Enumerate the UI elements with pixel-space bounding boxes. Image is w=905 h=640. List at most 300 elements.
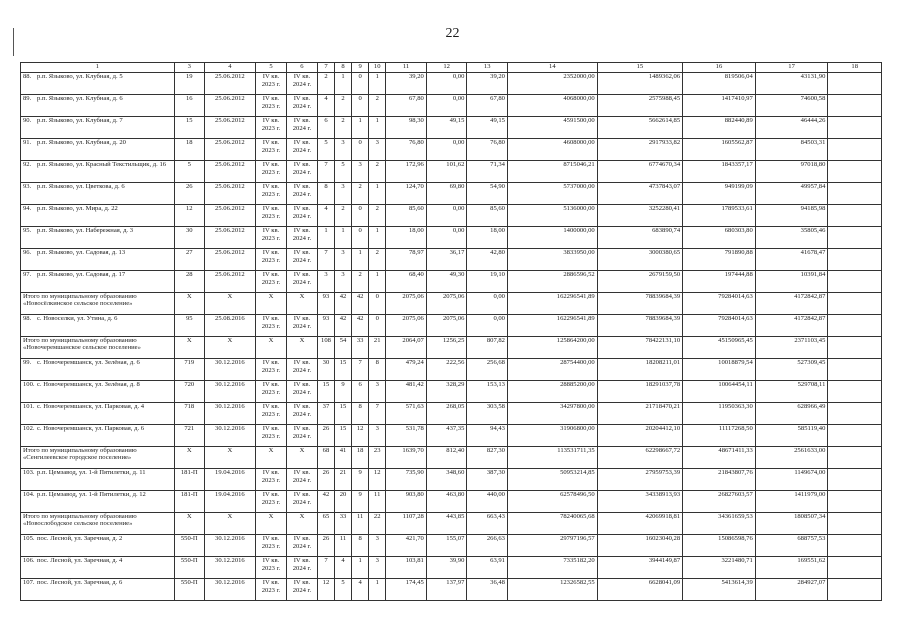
row-number: 101. <box>23 403 35 410</box>
address: р.п. Языково, ул. Цветкова, д. 6 <box>37 183 125 190</box>
cell-c12: 0,00 <box>426 73 467 95</box>
cell-c15: 6628041,09 <box>597 579 682 601</box>
address: с. Новочеремшанск, ул. Зелёная, д. 8 <box>37 381 140 388</box>
cell-c4: 25.06.2012 <box>204 73 255 95</box>
address-cell <box>21 183 175 205</box>
cell-c5: IV кв. 2023 г. <box>256 557 287 579</box>
cell-c9: 2 <box>352 183 369 205</box>
cell-c6: IV кв. 2024 г. <box>286 205 317 227</box>
cell-c10: 11 <box>369 491 386 513</box>
cell-c4: X <box>204 293 255 315</box>
cell-c16: 1789533,61 <box>683 205 756 227</box>
column-number: 13 <box>467 63 508 73</box>
cell-c7: 5 <box>317 139 334 161</box>
address-cell <box>21 73 175 95</box>
address: с. Новочеремшанск, ул. Парковая, д. 6 <box>37 425 145 432</box>
cell-c3: 19 <box>174 73 204 95</box>
subtotal-row <box>21 293 882 315</box>
cell-c17: 628966,49 <box>755 403 828 425</box>
cell-c9: 8 <box>352 403 369 425</box>
cell-c11: 98,30 <box>386 117 427 139</box>
column-number: 7 <box>317 63 334 73</box>
cell-c10: 1 <box>369 117 386 139</box>
cell-c18 <box>828 205 882 227</box>
cell-c13: 71,34 <box>467 161 508 183</box>
cell-c9: 0 <box>352 227 369 249</box>
cell-c4: X <box>204 513 255 535</box>
cell-c18 <box>828 95 882 117</box>
column-number: 8 <box>335 63 352 73</box>
cell-c13: 94,43 <box>467 425 508 447</box>
cell-c7: 4 <box>317 205 334 227</box>
cell-c17: 94185,98 <box>755 205 828 227</box>
column-number: 18 <box>828 63 882 73</box>
cell-c6: IV кв. 2024 г. <box>286 249 317 271</box>
cell-c13: 54,90 <box>467 183 508 205</box>
cell-c4: 19.04.2016 <box>204 491 255 513</box>
cell-c8: 15 <box>335 359 352 381</box>
cell-c3: X <box>174 447 204 469</box>
cell-c14: 12326582,55 <box>507 579 597 601</box>
cell-c6: IV кв. 2024 г. <box>286 73 317 95</box>
cell-c9: 9 <box>352 469 369 491</box>
address: р.п. Языково, ул. Набережная, д. 3 <box>37 227 134 234</box>
cell-c11: 2075,06 <box>386 315 427 337</box>
cell-c10: 1 <box>369 183 386 205</box>
cell-c17: 688757,53 <box>755 535 828 557</box>
cell-c16: 11950363,30 <box>683 403 756 425</box>
cell-c8: 20 <box>335 491 352 513</box>
cell-c9: 0 <box>352 73 369 95</box>
cell-c17: 1808507,34 <box>755 513 828 535</box>
cell-c15: 1489362,06 <box>597 73 682 95</box>
cell-c16: 34361659,53 <box>683 513 756 535</box>
cell-c10: 7 <box>369 403 386 425</box>
address-cell <box>21 579 175 601</box>
row-number: 103. <box>23 469 35 476</box>
cell-c10: 1 <box>369 579 386 601</box>
cell-c12: 0,00 <box>426 139 467 161</box>
cell-c9: 7 <box>352 359 369 381</box>
cell-c4: 30.12.2016 <box>204 557 255 579</box>
row-number: 100. <box>23 381 35 388</box>
cell-c9: 0 <box>352 139 369 161</box>
cell-c3: 181-П <box>174 469 204 491</box>
cell-c17: 2371103,45 <box>755 337 828 359</box>
row-number: 96. <box>23 249 32 256</box>
cell-c12: 328,29 <box>426 381 467 403</box>
cell-c16: 5413614,39 <box>683 579 756 601</box>
cell-c10: 1 <box>369 227 386 249</box>
row-number: 107. <box>23 579 35 586</box>
cell-c12: 268,05 <box>426 403 467 425</box>
cell-c10: 1 <box>369 271 386 293</box>
table-row <box>21 95 882 117</box>
cell-c12: 437,35 <box>426 425 467 447</box>
cell-c14: 62578496,50 <box>507 491 597 513</box>
cell-c15: 78839684,39 <box>597 293 682 315</box>
cell-c8: 21 <box>335 469 352 491</box>
cell-c11: 67,80 <box>386 95 427 117</box>
cell-c8: 5 <box>335 161 352 183</box>
cell-c9: 2 <box>352 271 369 293</box>
cell-c14: 5737000,00 <box>507 183 597 205</box>
cell-c14: 7335182,20 <box>507 557 597 579</box>
cell-c11: 2075,06 <box>386 293 427 315</box>
address-cell <box>21 95 175 117</box>
cell-c3: 12 <box>174 205 204 227</box>
cell-c4: 25.06.2012 <box>204 205 255 227</box>
cell-c13: 76,80 <box>467 139 508 161</box>
row-number: 94. <box>23 205 32 212</box>
cell-c15: 34338913,93 <box>597 491 682 513</box>
cell-c13: 39,20 <box>467 73 508 95</box>
cell-c5: IV кв. 2023 г. <box>256 381 287 403</box>
cell-c12: 463,80 <box>426 491 467 513</box>
cell-c13: 18,00 <box>467 227 508 249</box>
cell-c7: 3 <box>317 271 334 293</box>
cell-c16: 949199,09 <box>683 183 756 205</box>
table-row <box>21 425 882 447</box>
cell-c3: 5 <box>174 161 204 183</box>
address: р.п. Языково, ул. Клубная, д. 6 <box>37 95 123 102</box>
cell-c13: 266,63 <box>467 535 508 557</box>
cell-c4: 25.06.2012 <box>204 249 255 271</box>
cell-c17: 84503,31 <box>755 139 828 161</box>
cell-c4: 30.12.2016 <box>204 535 255 557</box>
cell-c12: 101,62 <box>426 161 467 183</box>
column-number: 10 <box>369 63 386 73</box>
column-number: 14 <box>507 63 597 73</box>
cell-c14: 34297800,00 <box>507 403 597 425</box>
cell-c6: IV кв. 2024 г. <box>286 161 317 183</box>
cell-c14: 5136000,00 <box>507 205 597 227</box>
cell-c16: 11117268,50 <box>683 425 756 447</box>
cell-c6: IV кв. 2024 г. <box>286 469 317 491</box>
cell-c10: 2 <box>369 95 386 117</box>
cell-c4: 30.12.2016 <box>204 579 255 601</box>
cell-c12: 155,07 <box>426 535 467 557</box>
cell-c13: 827,30 <box>467 447 508 469</box>
cell-c17: 41678,47 <box>755 249 828 271</box>
cell-c13: 663,43 <box>467 513 508 535</box>
address: с. Новочеремшанск, ул. Парковая, д. 4 <box>37 403 145 410</box>
cell-c14: 2886596,52 <box>507 271 597 293</box>
cell-c8: 2 <box>335 95 352 117</box>
subtotal-row <box>21 447 882 469</box>
subtotal-label: Итого по муниципальному образованию «Новочеремшанское сельское поселение» <box>21 337 175 359</box>
cell-c5: IV кв. 2023 г. <box>256 359 287 381</box>
cell-c5: IV кв. 2023 г. <box>256 205 287 227</box>
cell-c15: 20204412,10 <box>597 425 682 447</box>
cell-c8: 15 <box>335 403 352 425</box>
cell-c7: 93 <box>317 315 334 337</box>
cell-c14: 31906800,00 <box>507 425 597 447</box>
cell-c16: 3221480,71 <box>683 557 756 579</box>
cell-c15: 27959753,39 <box>597 469 682 491</box>
cell-c17: 1149674,00 <box>755 469 828 491</box>
cell-c17: 4172842,87 <box>755 315 828 337</box>
address: р.п. Языково, ул. Клубная, д. 5 <box>37 73 123 80</box>
cell-c18 <box>828 469 882 491</box>
address-cell <box>21 469 175 491</box>
row-number: 105. <box>23 535 35 542</box>
cell-c16: 26827603,57 <box>683 491 756 513</box>
cell-c3: 18 <box>174 139 204 161</box>
cell-c8: 3 <box>335 271 352 293</box>
cell-c4: 25.06.2012 <box>204 183 255 205</box>
cell-c11: 18,00 <box>386 227 427 249</box>
cell-c8: 42 <box>335 293 352 315</box>
cell-c8: 1 <box>335 73 352 95</box>
cell-c12: 49,15 <box>426 117 467 139</box>
cell-c9: 33 <box>352 337 369 359</box>
row-number: 91. <box>23 139 32 146</box>
cell-c9: 0 <box>352 205 369 227</box>
cell-c5: IV кв. 2023 г. <box>256 249 287 271</box>
cell-c17: 284927,07 <box>755 579 828 601</box>
cell-c18 <box>828 73 882 95</box>
address: р.п. Языково, ул. Красный Текстильщик, д. 16 <box>37 161 167 168</box>
cell-c15: 2575988,45 <box>597 95 682 117</box>
address: р.п. Цемзавод, ул. 1-й Пятилетки, д. 12 <box>37 491 146 498</box>
table-row <box>21 139 882 161</box>
cell-c8: 1 <box>335 227 352 249</box>
cell-c18 <box>828 161 882 183</box>
cell-c18 <box>828 249 882 271</box>
cell-c4: 30.12.2016 <box>204 403 255 425</box>
cell-c13: 153,13 <box>467 381 508 403</box>
table-row <box>21 469 882 491</box>
cell-c12: 69,80 <box>426 183 467 205</box>
cell-c4: 25.06.2012 <box>204 139 255 161</box>
cell-c14: 125864200,00 <box>507 337 597 359</box>
cell-c17: 43131,90 <box>755 73 828 95</box>
cell-c11: 85,60 <box>386 205 427 227</box>
cell-c9: 3 <box>352 161 369 183</box>
cell-c10: 3 <box>369 425 386 447</box>
cell-c16: 882440,89 <box>683 117 756 139</box>
cell-c15: 6774670,34 <box>597 161 682 183</box>
cell-c3: 30 <box>174 227 204 249</box>
cell-c12: 1256,25 <box>426 337 467 359</box>
cell-c9: 8 <box>352 535 369 557</box>
cell-c18 <box>828 315 882 337</box>
cell-c11: 174,45 <box>386 579 427 601</box>
cell-c10: 3 <box>369 557 386 579</box>
column-number: 6 <box>286 63 317 73</box>
cell-c8: 15 <box>335 425 352 447</box>
cell-c9: 42 <box>352 315 369 337</box>
cell-c11: 571,63 <box>386 403 427 425</box>
address-cell <box>21 205 175 227</box>
cell-c6: IV кв. 2024 г. <box>286 403 317 425</box>
cell-c6: X <box>286 513 317 535</box>
cell-c9: 18 <box>352 447 369 469</box>
cell-c13: 440,00 <box>467 491 508 513</box>
cell-c11: 481,42 <box>386 381 427 403</box>
cell-c7: 4 <box>317 95 334 117</box>
cell-c7: 93 <box>317 293 334 315</box>
cell-c6: IV кв. 2024 г. <box>286 271 317 293</box>
cell-c16: 79284014,63 <box>683 315 756 337</box>
cell-c7: 26 <box>317 425 334 447</box>
cell-c8: 2 <box>335 205 352 227</box>
cell-c8: 5 <box>335 579 352 601</box>
row-number: 93. <box>23 183 32 190</box>
cell-c8: 11 <box>335 535 352 557</box>
cell-c9: 1 <box>352 249 369 271</box>
table-row <box>21 491 882 513</box>
cell-c18 <box>828 337 882 359</box>
cell-c13: 42,80 <box>467 249 508 271</box>
cell-c5: IV кв. 2023 г. <box>256 183 287 205</box>
address-cell <box>21 227 175 249</box>
cell-c3: X <box>174 337 204 359</box>
cell-c10: 2 <box>369 249 386 271</box>
cell-c3: 181-П <box>174 491 204 513</box>
cell-c5: IV кв. 2023 г. <box>256 73 287 95</box>
cell-c6: IV кв. 2024 г. <box>286 579 317 601</box>
cell-c3: X <box>174 513 204 535</box>
cell-c7: 26 <box>317 535 334 557</box>
cell-c8: 3 <box>335 249 352 271</box>
cell-c6: X <box>286 293 317 315</box>
cell-c9: 11 <box>352 513 369 535</box>
cell-c3: 719 <box>174 359 204 381</box>
cell-c15: 42069918,81 <box>597 513 682 535</box>
address: р.п. Языково, ул. Клубная, д. 20 <box>37 139 126 146</box>
column-number: 1 <box>21 63 175 73</box>
address-cell <box>21 161 175 183</box>
cell-c15: 78839684,39 <box>597 315 682 337</box>
cell-c5: IV кв. 2023 г. <box>256 469 287 491</box>
table-row <box>21 403 882 425</box>
address-cell <box>21 535 175 557</box>
cell-c7: 26 <box>317 469 334 491</box>
cell-c3: 721 <box>174 425 204 447</box>
address: р.п. Языково, ул. Клубная, д. 7 <box>37 117 123 124</box>
cell-c10: 21 <box>369 337 386 359</box>
cell-c7: 2 <box>317 73 334 95</box>
address: р.п. Языково, ул. Садовая, д. 13 <box>37 249 126 256</box>
cell-c11: 531,78 <box>386 425 427 447</box>
cell-c15: 21718470,21 <box>597 403 682 425</box>
cell-c18 <box>828 447 882 469</box>
cell-c8: 41 <box>335 447 352 469</box>
cell-c16: 48671411,33 <box>683 447 756 469</box>
cell-c8: 9 <box>335 381 352 403</box>
cell-c10: 0 <box>369 315 386 337</box>
cell-c8: 42 <box>335 315 352 337</box>
address-cell <box>21 117 175 139</box>
cell-c14: 3833950,00 <box>507 249 597 271</box>
cell-c18 <box>828 535 882 557</box>
address-cell <box>21 359 175 381</box>
cell-c10: 3 <box>369 535 386 557</box>
cell-c5: X <box>256 337 287 359</box>
cell-c6: IV кв. 2024 г. <box>286 95 317 117</box>
cell-c12: 443,85 <box>426 513 467 535</box>
table-row <box>21 557 882 579</box>
cell-c4: X <box>204 337 255 359</box>
cell-c13: 49,15 <box>467 117 508 139</box>
cell-c13: 63,91 <box>467 557 508 579</box>
cell-c12: 39,90 <box>426 557 467 579</box>
column-number: 5 <box>256 63 287 73</box>
cell-c18 <box>828 293 882 315</box>
cell-c18 <box>828 403 882 425</box>
cell-c13: 85,60 <box>467 205 508 227</box>
cell-c6: IV кв. 2024 г. <box>286 491 317 513</box>
cell-c18 <box>828 381 882 403</box>
cell-c12: 49,30 <box>426 271 467 293</box>
cell-c4: X <box>204 447 255 469</box>
row-number: 95. <box>23 227 32 234</box>
cell-c13: 0,00 <box>467 315 508 337</box>
cell-c4: 30.12.2016 <box>204 359 255 381</box>
cell-c6: IV кв. 2024 г. <box>286 425 317 447</box>
cell-c5: IV кв. 2023 г. <box>256 95 287 117</box>
table-row <box>21 161 882 183</box>
cell-c5: IV кв. 2023 г. <box>256 161 287 183</box>
cell-c14: 162296541,89 <box>507 315 597 337</box>
row-number: 104. <box>23 491 35 498</box>
cell-c10: 2 <box>369 161 386 183</box>
cell-c5: IV кв. 2023 г. <box>256 139 287 161</box>
cell-c5: IV кв. 2023 г. <box>256 271 287 293</box>
cell-c3: 15 <box>174 117 204 139</box>
cell-c11: 172,96 <box>386 161 427 183</box>
cell-c14: 50953214,85 <box>507 469 597 491</box>
cell-c3: X <box>174 293 204 315</box>
cell-c14: 28754400,00 <box>507 359 597 381</box>
cell-c3: 550-П <box>174 535 204 557</box>
cell-c18 <box>828 227 882 249</box>
address-cell <box>21 249 175 271</box>
cell-c7: 68 <box>317 447 334 469</box>
cell-c7: 7 <box>317 557 334 579</box>
column-number-row <box>21 63 882 73</box>
cell-c17: 97018,80 <box>755 161 828 183</box>
cell-c6: IV кв. 2024 г. <box>286 535 317 557</box>
cell-c6: IV кв. 2024 г. <box>286 117 317 139</box>
cell-c4: 25.06.2012 <box>204 271 255 293</box>
column-number: 11 <box>386 63 427 73</box>
cell-c18 <box>828 513 882 535</box>
cell-c13: 19,10 <box>467 271 508 293</box>
cell-c12: 812,40 <box>426 447 467 469</box>
cell-c7: 65 <box>317 513 334 535</box>
subtotal-label: Итого по муниципальному образованию «Новослободское сельское поселение» <box>21 513 175 535</box>
cell-c15: 2917933,82 <box>597 139 682 161</box>
cell-c13: 256,68 <box>467 359 508 381</box>
cell-c5: IV кв. 2023 г. <box>256 117 287 139</box>
cell-c9: 12 <box>352 425 369 447</box>
address-cell <box>21 315 175 337</box>
cell-c16: 79284014,63 <box>683 293 756 315</box>
cell-c4: 25.06.2012 <box>204 227 255 249</box>
row-number: 102. <box>23 425 35 432</box>
cell-c15: 3000380,65 <box>597 249 682 271</box>
table-row <box>21 535 882 557</box>
row-number: 99. <box>23 359 32 366</box>
cell-c11: 103,81 <box>386 557 427 579</box>
cell-c12: 2075,06 <box>426 293 467 315</box>
cell-c9: 42 <box>352 293 369 315</box>
column-number: 9 <box>352 63 369 73</box>
cell-c7: 7 <box>317 161 334 183</box>
